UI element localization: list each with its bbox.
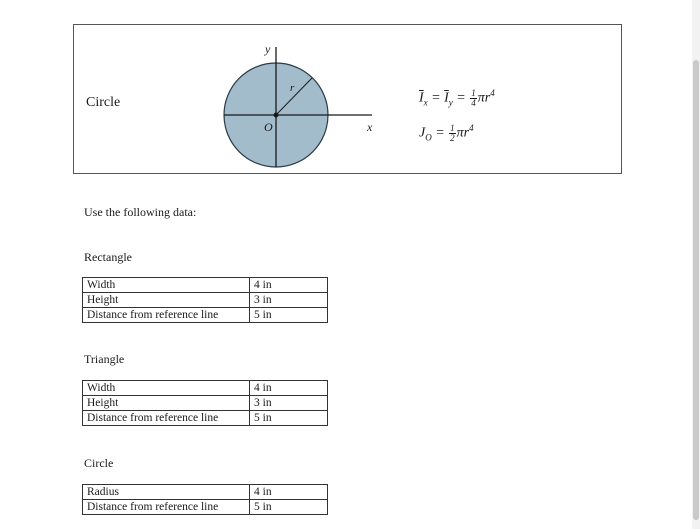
rectangle-table (82, 277, 328, 323)
table-row (83, 278, 328, 293)
equals-sign-3: = (435, 126, 445, 142)
figure-box (73, 24, 622, 174)
pi-r-term-1: πr (477, 90, 491, 106)
row-value: 4 in (250, 485, 328, 500)
jo-subscript: O (425, 132, 432, 143)
row-label: Width (83, 278, 250, 293)
table-row (83, 411, 328, 426)
iy-symbol: $\overline{I}$ (444, 90, 449, 106)
circle-title: Circle (84, 456, 114, 470)
row-value: 4 in (250, 278, 328, 293)
table-row (83, 308, 328, 323)
power-1: 4 (490, 88, 495, 98)
triangle-table (82, 380, 328, 426)
y-axis-label: y (265, 42, 271, 56)
ix-subscript: x (423, 97, 428, 108)
row-label: Distance from reference line (83, 411, 250, 426)
x-axis-label: x (367, 120, 373, 134)
iy-subscript: y (448, 97, 453, 108)
row-value: 3 in (250, 396, 328, 411)
ix-symbol: $\overline{I}$ (419, 90, 424, 106)
vertical-scrollbar[interactable] (692, 0, 700, 529)
row-value: 4 in (250, 381, 328, 396)
fraction-one-half: $\frac{1}{2}$ (450, 123, 455, 144)
table-row (83, 381, 328, 396)
moment-formula (419, 80, 495, 151)
pi-r-term-2: πr (456, 126, 470, 142)
row-label: Distance from reference line (83, 308, 250, 323)
intro-text: Use the following data: (84, 205, 197, 219)
formula-line-1 (419, 80, 495, 115)
table-row (83, 293, 328, 308)
power-2: 4 (469, 123, 474, 134)
equals-sign-1: = (431, 90, 441, 106)
row-label: Distance from reference line (83, 500, 250, 515)
jo-symbol: J (419, 126, 426, 142)
circle-diagram (194, 33, 394, 168)
row-label: Radius (83, 485, 250, 500)
origin-dot (274, 113, 279, 118)
radius-label: r (290, 82, 295, 94)
circle-table (82, 484, 328, 515)
rectangle-title: Rectangle (84, 250, 132, 264)
equals-sign-2: = (456, 90, 466, 106)
table-row (83, 500, 328, 515)
row-label: Height (83, 293, 250, 308)
fraction-one-quarter: $\frac{1}{4}$ (471, 87, 476, 108)
row-value: 5 in (250, 500, 328, 515)
row-value: 5 in (250, 411, 328, 426)
origin-label: O (264, 120, 273, 134)
scrollbar-thumb[interactable] (693, 60, 699, 520)
formula-line-2 (419, 115, 495, 150)
row-label: Height (83, 396, 250, 411)
row-value: 3 in (250, 293, 328, 308)
row-label: Width (83, 381, 250, 396)
shape-label: Circle (86, 95, 121, 110)
table-row (83, 396, 328, 411)
triangle-title: Triangle (84, 352, 125, 366)
row-value: 5 in (250, 308, 328, 323)
table-row (83, 485, 328, 500)
